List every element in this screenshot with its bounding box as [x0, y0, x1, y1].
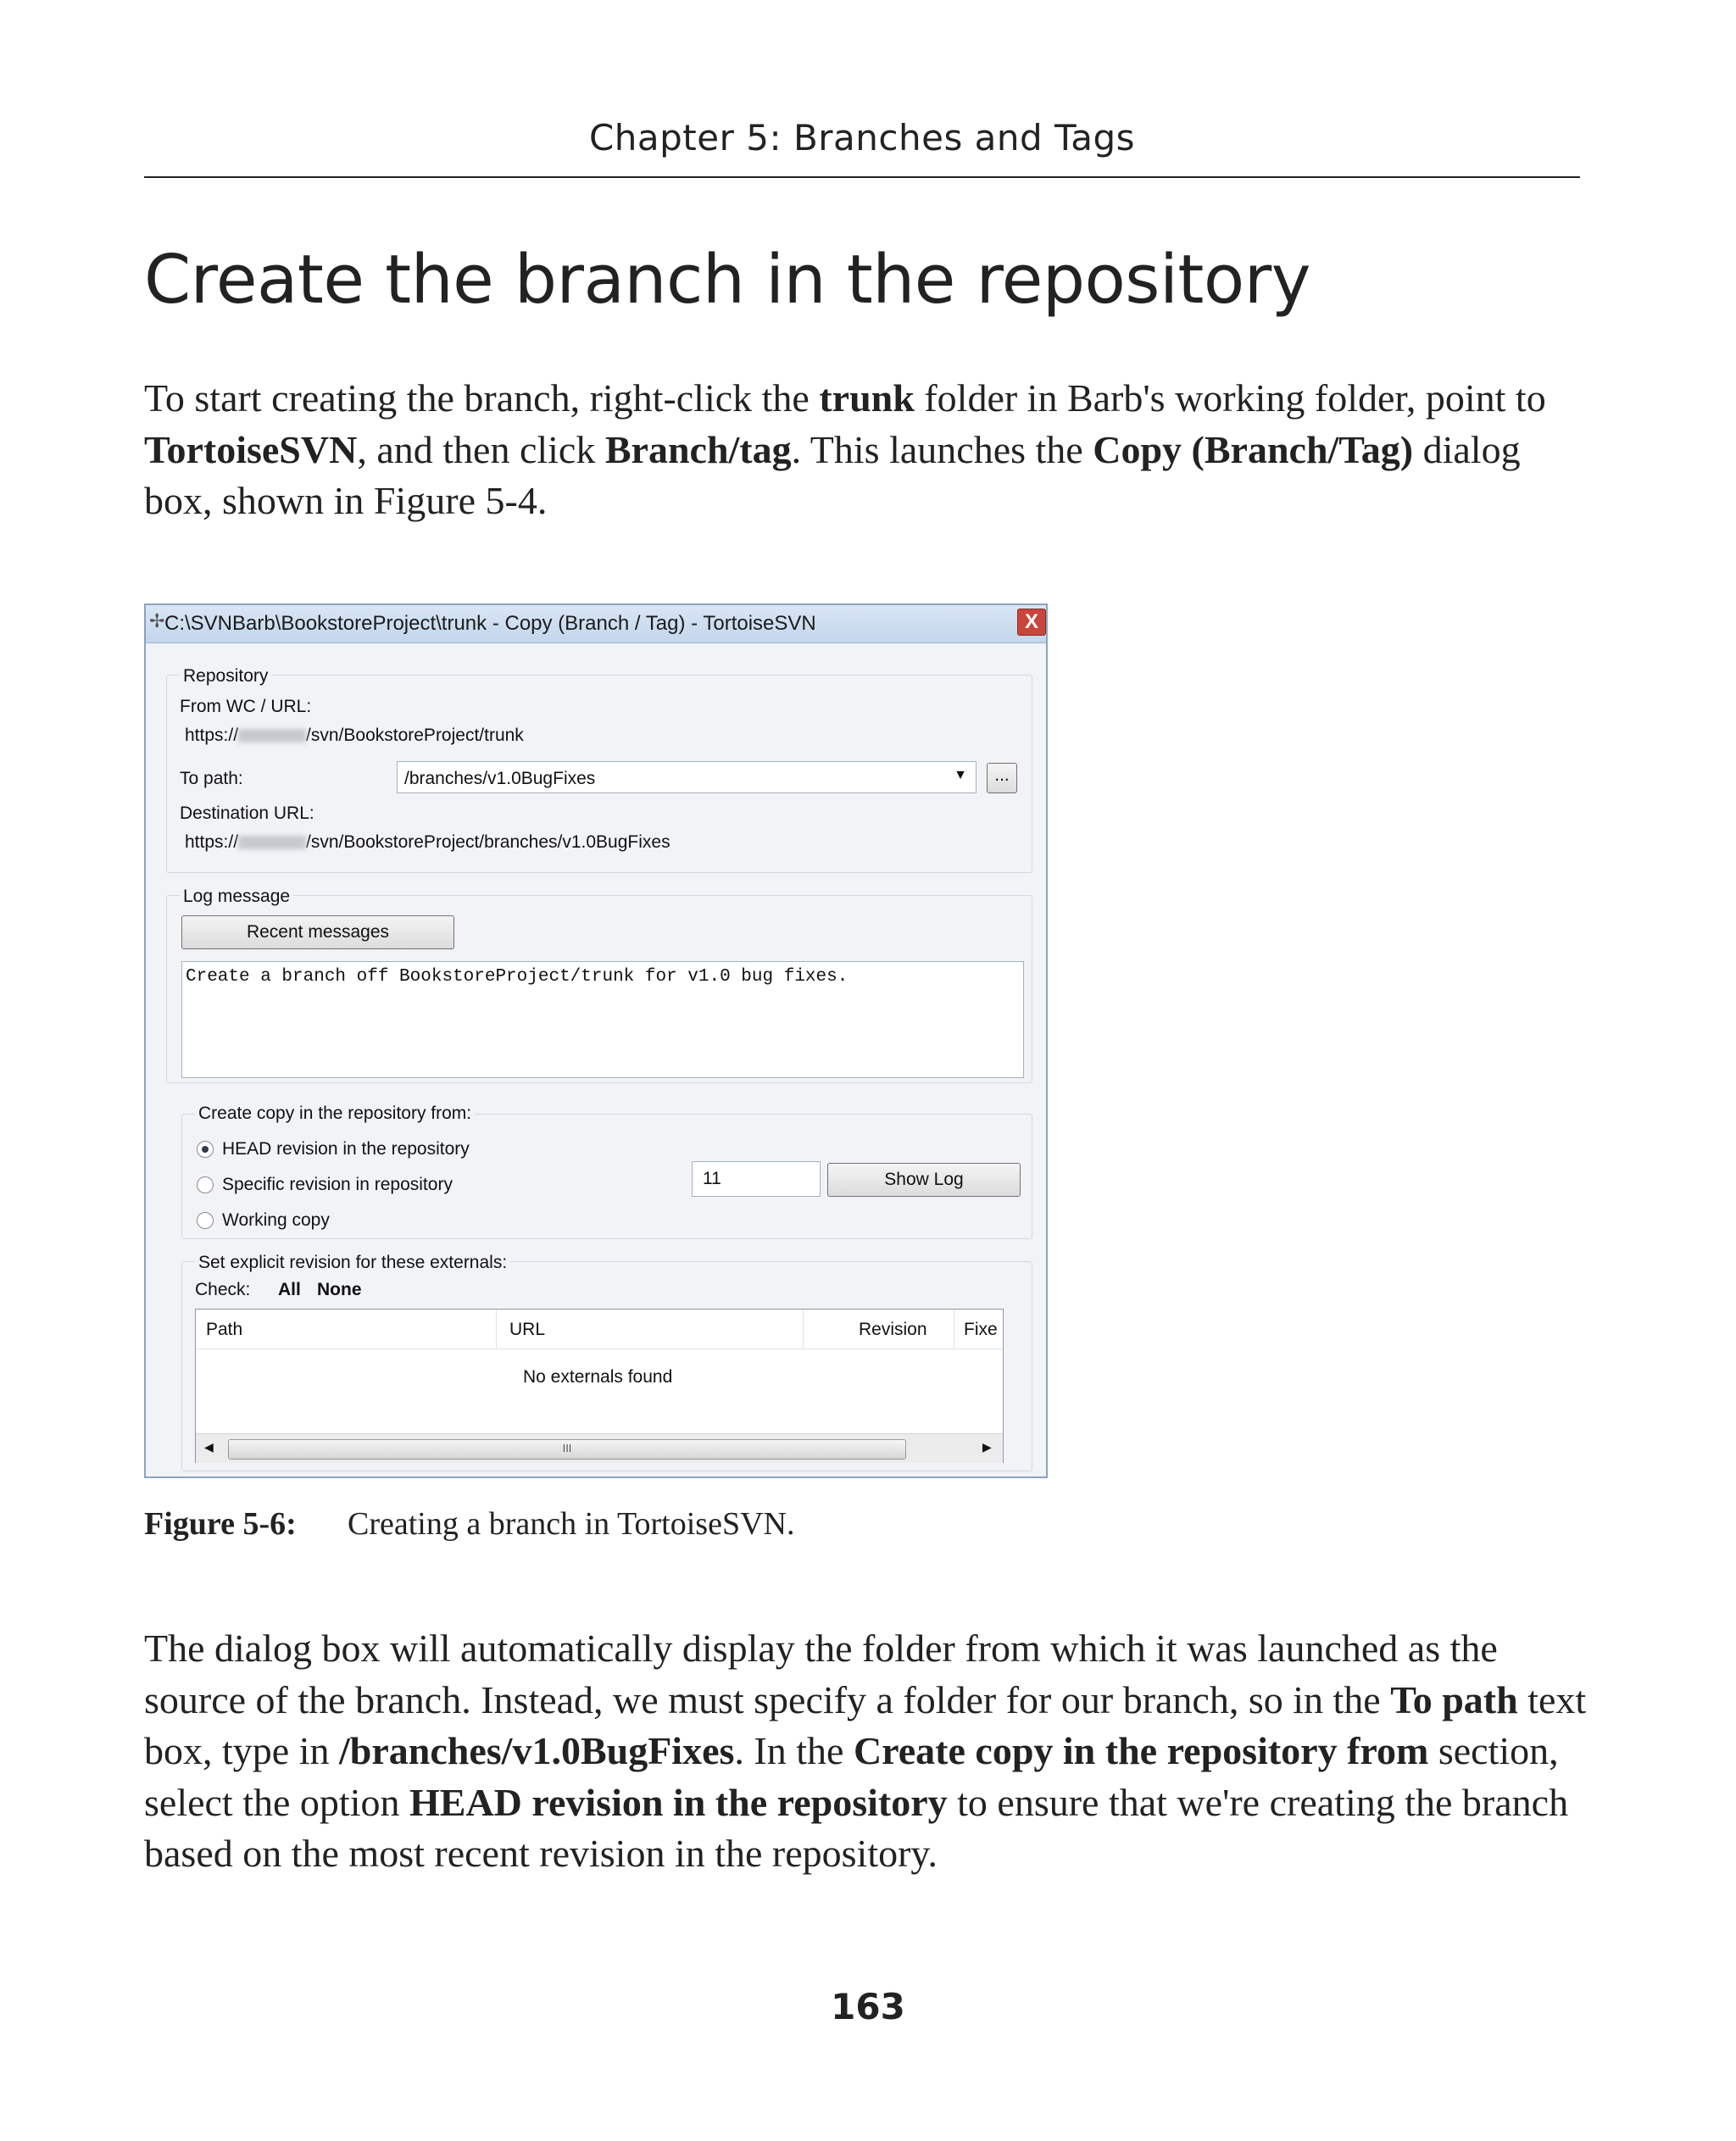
text-run: text box, type in — [144, 1677, 1587, 1772]
recent-messages-button[interactable]: Recent messages — [181, 915, 454, 949]
horizontal-scrollbar[interactable] — [196, 1433, 1003, 1463]
tortoisesvn-app-icon: ✢ — [149, 610, 165, 631]
externals-table — [195, 1309, 1004, 1463]
text-run: folder in Barb's working folder, point to — [914, 376, 1546, 420]
scrollbar-thumb[interactable] — [228, 1439, 906, 1460]
copy-from-label: Create copy in the repository from: — [195, 1104, 475, 1124]
text-run: dialog box, shown in Figure 5-4. — [144, 427, 1521, 522]
column-header-url[interactable]: URL — [509, 1320, 546, 1339]
from-url-value — [185, 726, 524, 746]
empty-table-message: No externals found — [523, 1367, 673, 1387]
table-header — [196, 1310, 1003, 1349]
figure-caption-text: Creating a branch in TortoiseSVN. — [348, 1506, 795, 1542]
log-message-textarea[interactable] — [181, 961, 1024, 1078]
bold-term: HEAD revision in the repository — [409, 1780, 948, 1824]
log-message-text: Create a branch off BookstoreProject/trunk for v1.0 bug fixes. — [186, 967, 849, 987]
text-run: The dialog box will automatically display the folder from which it was launched as the source of the branch. Instead, we must specify a folder for our branch, so in the — [144, 1627, 1498, 1721]
url-suffix: /svn/BookstoreProject/branches/v1.0BugFixes — [306, 832, 670, 852]
scroll-left-icon[interactable]: ◀ — [204, 1440, 214, 1454]
bold-term: Create copy in the repository from — [853, 1729, 1429, 1772]
bold-term: trunk — [819, 376, 915, 420]
bold-term: Branch/tag — [604, 427, 792, 471]
intro-paragraph — [144, 373, 1594, 527]
browse-button[interactable]: ... — [987, 763, 1017, 793]
to-path-value: /branches/v1.0BugFixes — [404, 769, 596, 788]
column-divider — [496, 1310, 497, 1349]
redacted-host — [238, 836, 306, 849]
working-copy-radio[interactable] — [197, 1212, 214, 1229]
body-paragraph — [144, 1623, 1594, 1880]
bold-term: To path — [1390, 1677, 1518, 1721]
text-run: . In the — [734, 1729, 854, 1772]
page-number: 163 — [831, 1986, 905, 2027]
url-suffix: /svn/BookstoreProject/trunk — [306, 726, 524, 745]
destination-url-value — [185, 832, 670, 853]
to-path-combobox[interactable] — [397, 761, 976, 793]
check-label: Check: — [195, 1280, 251, 1299]
chevron-down-icon[interactable]: ▼ — [954, 768, 967, 782]
column-header-fixed[interactable]: Fixe — [964, 1320, 998, 1339]
check-all-link[interactable]: All — [278, 1280, 301, 1299]
bold-term: TortoiseSVN — [144, 427, 358, 471]
working-copy-label: Working copy — [222, 1210, 330, 1230]
revision-input[interactable] — [692, 1161, 821, 1197]
scroll-right-icon[interactable]: ▶ — [982, 1440, 992, 1454]
head-revision-label: HEAD revision in the repository — [222, 1139, 470, 1159]
url-prefix: https:// — [185, 832, 239, 852]
column-header-revision[interactable]: Revision — [859, 1320, 927, 1339]
column-divider — [803, 1310, 804, 1349]
text-run: . This launches the — [791, 427, 1093, 471]
scrollbar-grip: III — [562, 1442, 572, 1454]
repository-group-label: Repository — [180, 666, 271, 687]
log-message-label: Log message — [180, 887, 293, 907]
bold-term: Copy (Branch/Tag) — [1093, 427, 1414, 471]
to-path-label: To path: — [180, 769, 243, 788]
text-run: to ensure that we're creating the branch based on the most recent revision in the repository. — [144, 1780, 1569, 1875]
specific-revision-radio[interactable] — [197, 1176, 214, 1193]
text-run: , and then click — [357, 427, 605, 471]
bold-term: /branches/v1.0BugFixes — [338, 1729, 735, 1772]
show-log-button[interactable]: Show Log — [827, 1163, 1021, 1197]
text-run: section, select the option — [144, 1729, 1559, 1824]
check-none-link[interactable]: None — [317, 1280, 362, 1299]
head-revision-radio[interactable] — [197, 1141, 214, 1158]
running-head: Chapter 5: Branches and Tags — [588, 117, 1136, 158]
header-rule — [144, 176, 1580, 178]
redacted-host — [238, 729, 306, 742]
specific-revision-label: Specific revision in repository — [222, 1175, 453, 1194]
externals-label: Set explicit revision for these externals: — [195, 1253, 510, 1273]
url-prefix: https:// — [185, 726, 239, 745]
dialog-title: C:\SVNBarb\BookstoreProject\trunk - Copy (Branch / Tag) - TortoiseSVN — [164, 612, 816, 635]
text-run: To start creating the branch, right-click the — [144, 376, 820, 420]
from-url-label: From WC / URL: — [180, 697, 312, 716]
dialog-titlebar[interactable] — [146, 605, 1046, 643]
destination-url-label: Destination URL: — [180, 804, 314, 823]
figure-caption-label: Figure 5-6: — [144, 1506, 297, 1542]
close-button[interactable]: X — [1017, 609, 1046, 636]
column-header-path[interactable]: Path — [206, 1320, 243, 1339]
section-title: Create the branch in the repository — [144, 241, 1310, 319]
copy-branch-dialog — [144, 603, 1048, 1478]
revision-value: 11 — [703, 1169, 721, 1188]
